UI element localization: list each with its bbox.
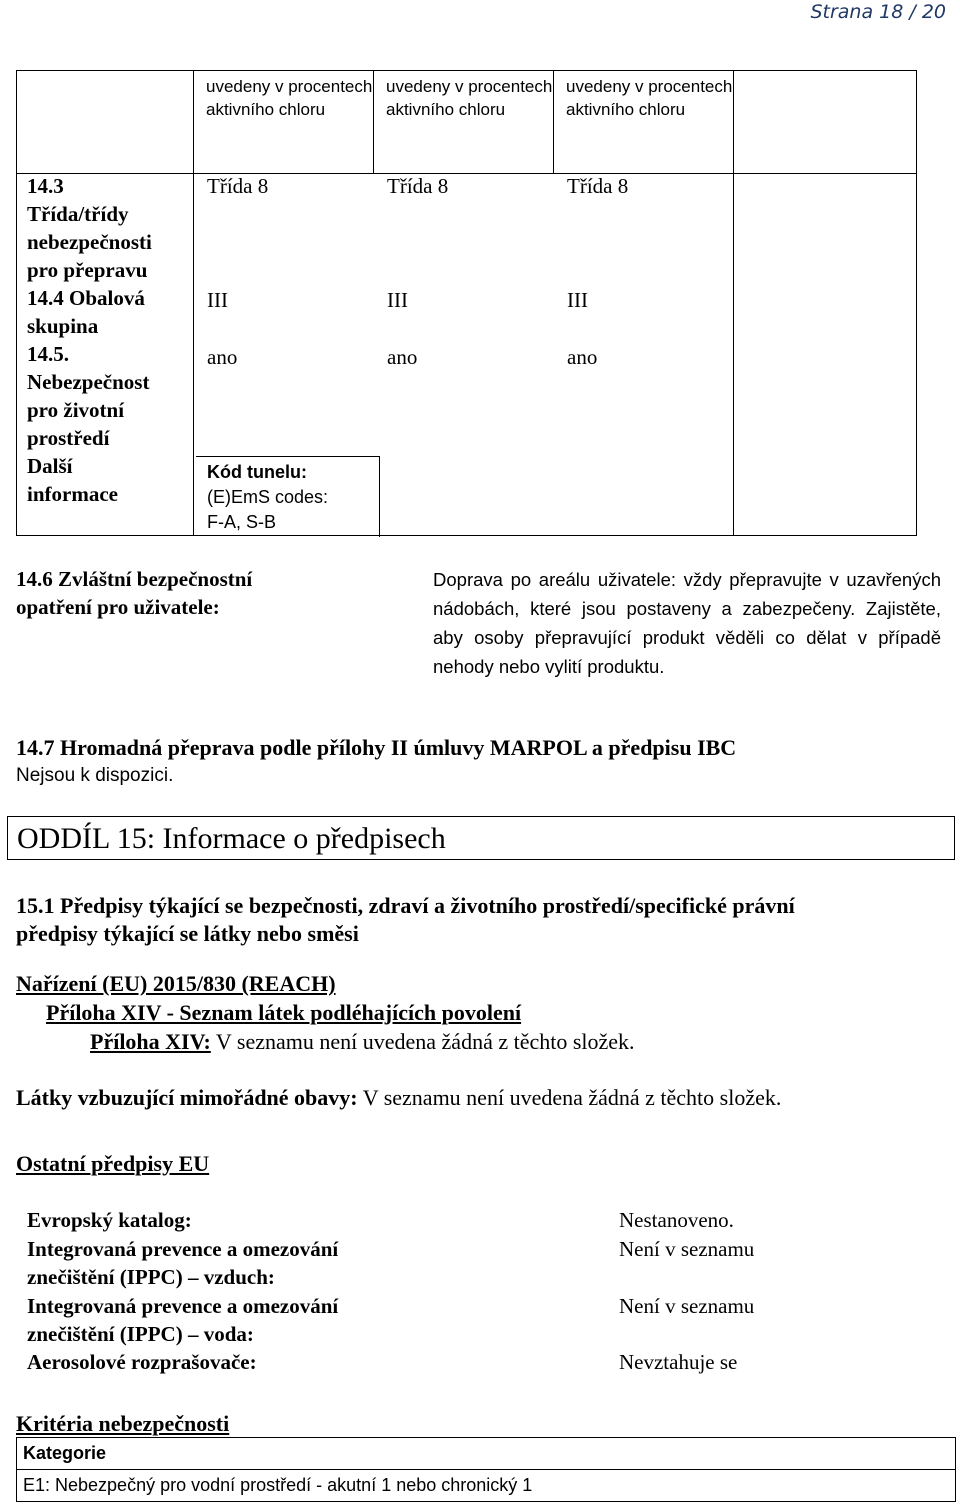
ems-codes-value: F-A, S-B bbox=[207, 512, 277, 532]
reach-title: Nařízení (EU) 2015/830 (REACH) bbox=[16, 971, 336, 996]
section-15-1-title bbox=[16, 892, 795, 948]
annex-xiv-row bbox=[90, 1028, 635, 1056]
label-line: prostředí bbox=[27, 426, 110, 450]
section-14-7-text: Nejsou k dispozici. bbox=[16, 765, 174, 786]
label-line: Nebezpečnost bbox=[27, 370, 150, 394]
table-header-note: uvedeny v procentech aktivního chloru bbox=[374, 71, 554, 174]
svhc-label: Látky vzbuzující mimořádné obavy: bbox=[16, 1085, 358, 1110]
packing-group-value: III bbox=[207, 288, 228, 312]
reg-value-ippc-water: Není v seznamu bbox=[619, 1294, 755, 1318]
section-14-6-text: Doprava po areálu uživatele: vždy přepravujte v uzavřených nádobách, které jsou postaveny a zabezpečeny. Zajistěte, aby osoby přepravující produkt věděli co dělat v případě nehody nebo vylití produktu. bbox=[433, 569, 941, 677]
table-header-note: uvedeny v procentech aktivního chloru bbox=[554, 71, 734, 174]
label-line: 14.4 Obalová bbox=[27, 286, 145, 310]
section-14-6-label-line2: opatření pro uživatele: bbox=[16, 595, 220, 619]
criteria-table bbox=[16, 1437, 956, 1502]
label-line: Třída/třídy bbox=[27, 202, 129, 226]
criteria-header: Kategorie bbox=[17, 1438, 956, 1470]
reg-value-aerosols: Nevztahuje se bbox=[619, 1350, 738, 1374]
table-header-empty bbox=[734, 71, 917, 174]
table-empty-cell bbox=[734, 174, 917, 536]
env-hazard-value: ano bbox=[387, 345, 418, 369]
reg-label-ippc-water-line2: znečištění (IPPC) – voda: bbox=[27, 1322, 254, 1346]
class-value: Třída 8 bbox=[387, 174, 449, 198]
annex-xiv-text: V seznamu není uvedena žádná z těchto složek. bbox=[210, 1029, 635, 1054]
reg-label-ippc-air-line2: znečištění (IPPC) – vzduch: bbox=[27, 1265, 275, 1289]
section-14-6-label-line1: 14.6 Zvláštní bezpečnostní bbox=[16, 567, 253, 591]
section-15-title: ODDÍL 15: Informace o předpisech bbox=[17, 822, 446, 855]
label-line: informace bbox=[27, 482, 118, 506]
svhc-text: V seznamu není uvedena žádná z těchto složek. bbox=[357, 1085, 782, 1110]
annex-xiv-label: Příloha XIV: bbox=[90, 1029, 211, 1054]
svhc-row bbox=[16, 1084, 781, 1112]
page-number: Strana 18 / 20 bbox=[810, 1, 946, 23]
criteria-title: Kritéria nebezpečnosti bbox=[16, 1411, 230, 1436]
label-line: 14.5. bbox=[27, 342, 69, 366]
section-14-7-title: 14.7 Hromadná přeprava podle přílohy II úmluvy MARPOL a předpisu IBC bbox=[16, 735, 737, 760]
reg-value-european-catalogue: Nestanoveno. bbox=[619, 1208, 734, 1232]
label-line: 14.3 bbox=[27, 174, 64, 198]
class-value: Třída 8 bbox=[207, 174, 269, 198]
env-hazard-value: ano bbox=[567, 345, 598, 369]
reg-label-ippc-air bbox=[27, 1235, 338, 1291]
label-line: nebezpečnosti bbox=[27, 230, 152, 254]
section-15-1-line1: 15.1 Předpisy týkající se bezpečnosti, zdraví a životního prostředí/specifické právní bbox=[16, 893, 795, 918]
packing-group-value: III bbox=[567, 288, 588, 312]
annex-xiv-title: Příloha XIV - Seznam látek podléhajících povolení bbox=[46, 1000, 522, 1025]
label-line: pro přepravu bbox=[27, 258, 148, 282]
reg-label-ippc-water-line1: Integrovaná prevence a omezování bbox=[27, 1294, 339, 1318]
label-line: pro životní bbox=[27, 398, 125, 422]
reg-label-ippc-water bbox=[27, 1292, 338, 1348]
criteria-row: E1: Nebezpečný pro vodní prostředí - akutní 1 nebo chronický 1 bbox=[17, 1470, 956, 1502]
label-line: Další bbox=[27, 454, 73, 478]
reg-value-ippc-air: Není v seznamu bbox=[619, 1237, 755, 1261]
table-header-empty bbox=[17, 71, 194, 174]
tunnel-code-label: Kód tunelu: bbox=[207, 462, 307, 482]
section-14-6-label bbox=[16, 565, 252, 621]
label-line: skupina bbox=[27, 314, 99, 338]
reg-label-aerosols: Aerosolové rozprašovače: bbox=[27, 1350, 257, 1374]
section-15-header bbox=[7, 816, 955, 860]
table-header-note: uvedeny v procentech aktivního chloru bbox=[194, 71, 374, 174]
reg-label-european-catalogue: Evropský katalog: bbox=[27, 1208, 192, 1232]
class-value: Třída 8 bbox=[567, 174, 629, 198]
env-hazard-value: ano bbox=[207, 345, 238, 369]
section-15-1-line2: předpisy týkající se látky nebo směsi bbox=[16, 921, 359, 946]
other-eu-title: Ostatní předpisy EU bbox=[16, 1151, 210, 1176]
ems-codes-label: (E)EmS codes: bbox=[207, 487, 329, 507]
packing-group-value: III bbox=[387, 288, 408, 312]
transport-row-labels bbox=[17, 172, 152, 508]
reg-label-ippc-air-line1: Integrovaná prevence a omezování bbox=[27, 1237, 339, 1261]
